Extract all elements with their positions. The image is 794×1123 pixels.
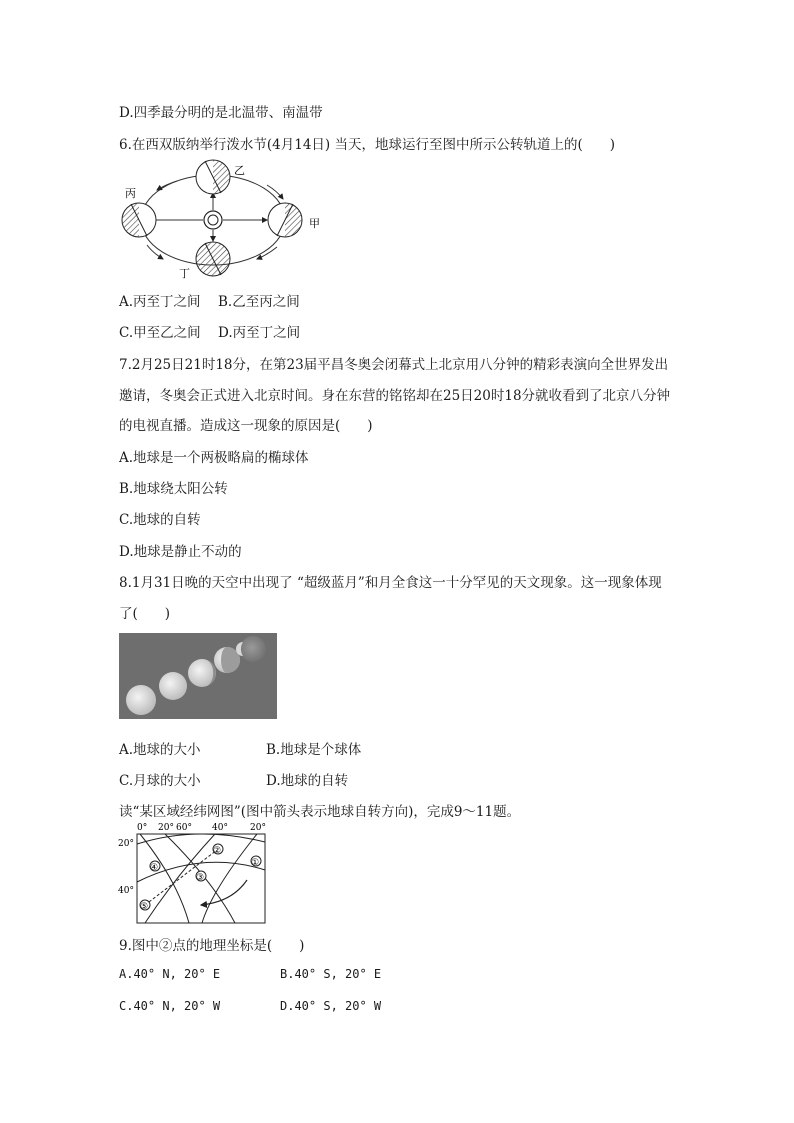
grid-top-label-0: 0° bbox=[137, 823, 148, 833]
q7-stem-line1: 7.2月25日21时18分，在第23届平昌冬奥会闭幕式上北京用八分钟的精彩表演向全世界发出 bbox=[119, 357, 669, 373]
q8-option-a: A.地球的大小 bbox=[119, 742, 201, 758]
moon-phase-2-icon bbox=[159, 672, 187, 700]
q6-stem: 6.在西双版纳举行泼水节(4月14日) 当天，地球运行至图中所示公转轨道上的( ) bbox=[119, 137, 616, 153]
point-4-label: ④ bbox=[150, 863, 159, 873]
q8-option-b: B.地球是个球体 bbox=[266, 742, 362, 758]
grid-left-label-0: 20° bbox=[118, 839, 134, 849]
q8-option-c: C.月球的大小 bbox=[119, 773, 201, 789]
point-4-marker bbox=[150, 861, 160, 873]
earth-jia-icon bbox=[268, 203, 302, 237]
point-1-marker bbox=[251, 856, 261, 868]
intro-9-11: 读“某区域经纬网图”(图中箭头表示地球自转方向)，完成9～11题。 bbox=[119, 804, 521, 820]
grid-left-label-1: 40° bbox=[118, 886, 134, 896]
earth-ding-icon bbox=[196, 242, 230, 276]
q7-option-d: D.地球是静止不动的 bbox=[119, 544, 242, 560]
orbit-label-bing: 丙 bbox=[125, 187, 136, 200]
q8-stem-line2: 了( ) bbox=[119, 606, 171, 622]
q6-option-d: D.丙至丁之间 bbox=[218, 325, 301, 341]
moon-phase-1-icon bbox=[126, 685, 156, 715]
q5-option-d: D.四季最分明的是北温带、南温带 bbox=[119, 105, 323, 121]
point-5-marker bbox=[140, 900, 150, 912]
earth-yi-icon bbox=[196, 160, 230, 194]
q6-option-a: A.丙至丁之间 bbox=[119, 294, 201, 310]
orbit-label-yi: 乙 bbox=[234, 164, 245, 177]
q7-option-b: B.地球绕太阳公转 bbox=[119, 481, 228, 497]
orbit-diagram bbox=[117, 155, 332, 280]
q6-option-c: C.甲至乙之间 bbox=[119, 325, 201, 341]
q7-stem-line3: 的电视直播。造成这一现象的原因是( ) bbox=[119, 418, 373, 434]
moon-phase-3-icon bbox=[188, 659, 216, 687]
grid-top-label-3: 40° bbox=[212, 823, 228, 833]
grid-top-label-4: 20° bbox=[250, 823, 266, 833]
q7-stem-line2: 邀请，冬奥会正式进入北京时间。身在东营的铭铭却在25日20时18分就收看到了北京八分钟 bbox=[119, 388, 671, 404]
q6-option-b: B.乙至丙之间 bbox=[218, 294, 300, 310]
q9-option-d: D.40° S, 20° W bbox=[280, 999, 382, 1013]
moon-phase-4-icon bbox=[214, 647, 240, 673]
grid-top-label-2: 60° bbox=[176, 823, 192, 833]
q7-option-a: A.地球是一个两极略扁的椭球体 bbox=[119, 450, 309, 466]
q7-option-c: C.地球的自转 bbox=[119, 512, 201, 528]
point-3-marker bbox=[196, 871, 206, 883]
q9-option-c: C.40° N, 20° W bbox=[119, 999, 221, 1013]
orbit-label-ding: 丁 bbox=[179, 267, 190, 280]
q8-option-d: D.地球的自转 bbox=[266, 773, 349, 789]
earth-bing-icon bbox=[122, 203, 156, 237]
q8-stem-line1: 8.1月31日晚的天空中出现了 “超级蓝月”和月全食这一十分罕见的天文现象。这一现象体现 bbox=[119, 575, 662, 591]
point-2-label: ② bbox=[213, 846, 222, 856]
grid-top-label-1: 20° bbox=[158, 823, 174, 833]
orbit-label-jia: 甲 bbox=[309, 217, 320, 230]
q9-stem: 9.图中②点的地理坐标是( ) bbox=[119, 938, 305, 954]
point-1-label: ① bbox=[251, 858, 260, 868]
sun-icon bbox=[204, 211, 222, 229]
point-5-label: ⑤ bbox=[140, 902, 149, 912]
graticule-map bbox=[117, 820, 269, 926]
point-2-marker bbox=[213, 844, 223, 856]
q9-option-a: A.40° N, 20° E bbox=[119, 967, 221, 981]
lunar-eclipse-photo bbox=[119, 633, 277, 719]
q9-option-b: B.40° S, 20° E bbox=[280, 967, 382, 981]
point-3-label: ③ bbox=[196, 873, 205, 883]
